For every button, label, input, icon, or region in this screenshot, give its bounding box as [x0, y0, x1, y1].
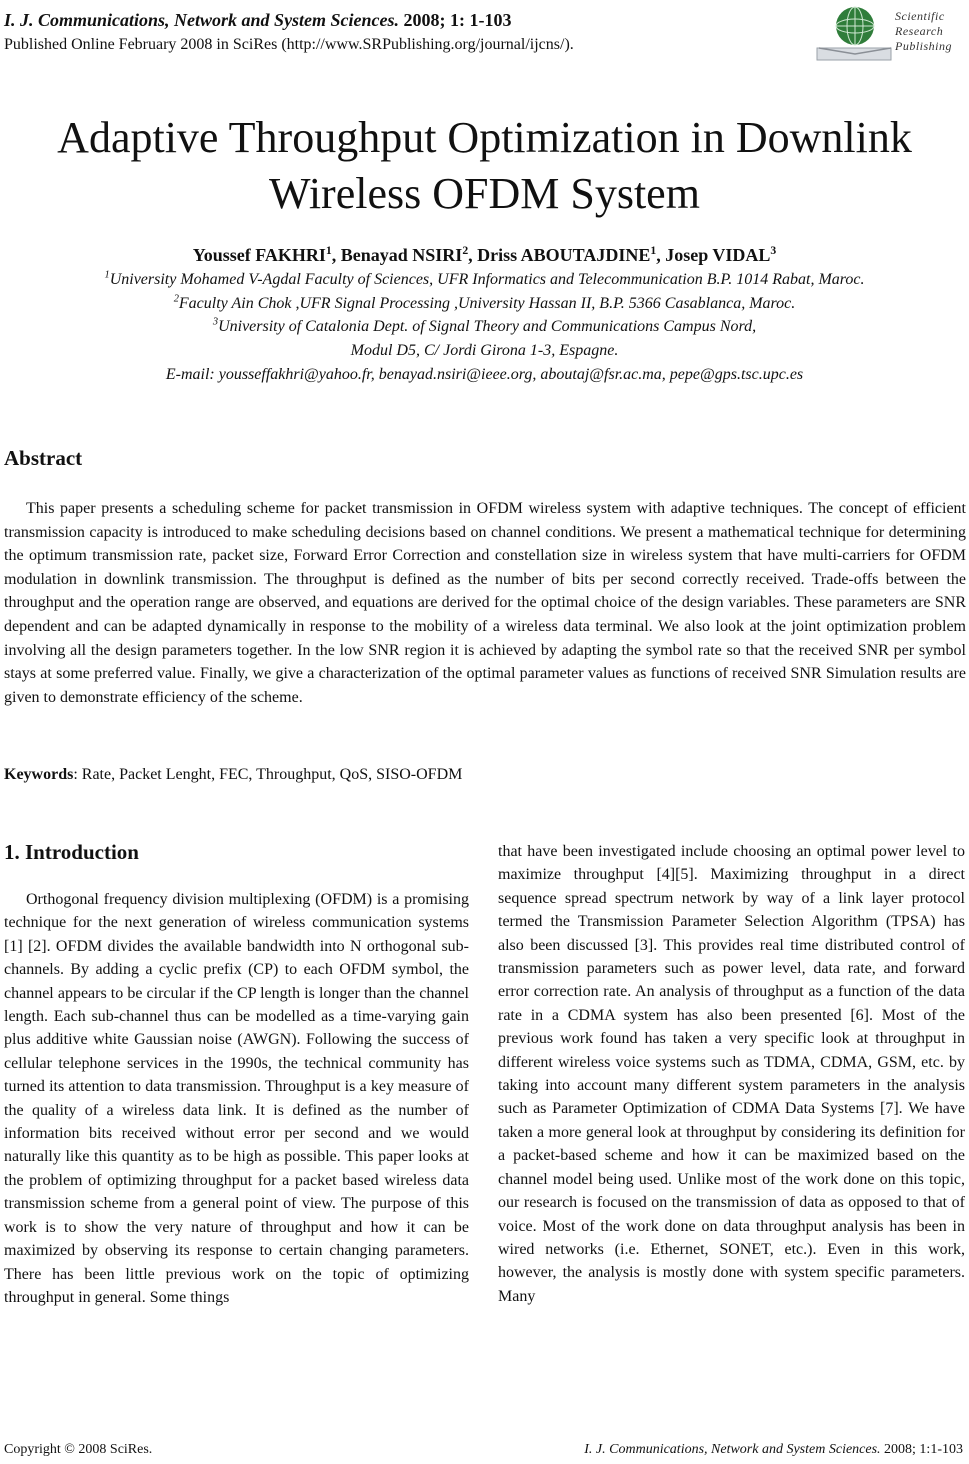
- author-affil-mark: 3: [770, 244, 777, 257]
- introduction-left-column: Orthogonal frequency division multiplexing (OFDM) is a promising technique for the next generation of wireless communication systems [1] [2]. OFDM divides the available bandwidth into N orthogonal sub-channels. By adding a cyclic prefix (CP) to each OFDM symbol, the channel appears to be circular if the CP length is longer than the channel length. Each sub-channel thus can be modelled as a time-varying gain plus additive white Gaussian noise (AWGN). Following the success of cellular telephone services in the 1990s, the technical community has turned its attention to data transmission. Throughput is a key measure of the quality of a wireless data link. It is defined as the number of information bits received without error per second and we would naturally like this quantity as to be high as possible. This paper looks at the problem of optimizing throughput for a packet based wireless data transmission scheme from a general point of view. The purpose of this work is to show the very nature of throughput and how it can be maximized by observing its response to certain changing parameters. There has been little previous work on the topic of optimizing throughput in general. Some things: [4, 891, 469, 1306]
- author-list: Youssef FAKHRI$^1$, Benayad NSIRI$^2$, Driss ABOUTAJDINE$^1$, Josep VIDAL$^3$: [192, 244, 777, 265]
- footer-copyright: Copyright © 2008 SciRes.: [4, 1442, 153, 1457]
- abstract-heading: Abstract: [4, 446, 83, 470]
- affiliation: [0, 318, 969, 336]
- logo-line: Publishing: [895, 39, 953, 53]
- logo-wordmark: [895, 9, 952, 54]
- affiliation: [0, 295, 969, 313]
- published-online-line: Published Online February 2008 in SciRes (http://www.SRPublishing.org/journal/ijcns/).: [4, 36, 574, 53]
- author-name: Youssef FAKHRI: [192, 245, 326, 265]
- affiliation-mark: 2: [173, 293, 179, 305]
- abstract-body: This paper presents a scheduling scheme for packet transmission in OFDM wireless system with adaptive techniques. The concept of efficient transmission capacity is introduced to make scheduling decisions based on channel conditions. We present a mathematical technique for determining the optimum transmission rate, packet size, Forward Error Correction and constellation size in wireless system that have multi-carriers for OFDM modulation in downlink transmission. The throughput is defined as the number of bits per second correctly received. Trade-offs between the throughput and the operation range are observed, and equations are derived for the optimal choice of the design variables. These parameters are SNR dependent and can be adapted dynamically in response to the mobility of a wireless data terminal. We also look at the joint optimization problem involving all the design parameters together. In the low SNR region it is achieved by adapting the symbol rate so that the received SNR per symbol stays at some preferred value. Finally, we give a characterization of the optimal parameter values as functions of received SNR Simulation results are given to demonstrate efficiency of the scheme.: [4, 500, 966, 706]
- logo-line: Scientific: [895, 9, 945, 23]
- affiliation-text: Faculty Ain Chok ,UFR Signal Processing ,University Hassan II, B.P. 5366 Casablanca, Maroc.: [178, 295, 796, 312]
- title-line: Wireless OFDM System: [269, 169, 700, 218]
- affiliation-text: Modul D5, C/ Jordi Girona 1-3, Espagne.: [350, 342, 619, 359]
- title-line: Adaptive Throughput Optimization in Downlink: [57, 113, 912, 162]
- affiliation-text: University of Catalonia Dept. of Signal Theory and Communications Campus Nord,: [218, 318, 757, 335]
- keywords-label: Keywords: [4, 766, 74, 783]
- journal-header: [4, 10, 512, 31]
- author-affil-mark: 2: [462, 244, 469, 257]
- author-name: Benayad NSIRI: [340, 245, 463, 265]
- affiliation-mark: 3: [212, 316, 219, 328]
- author-name: Driss ABOUTAJDINE: [477, 245, 651, 265]
- introduction-right-column: that have been investigated include choosing an optimal power level to maximize throughput [4][5]. Maximizing throughput in a direct sequence spread spectrum network by way of a link layer protocol termed the Transmission Parameter Selection Algorithm (TPSA) has also been discussed [3]. This provides real time distributed control of transmission parameters such as power level, data rate, and forward error correction rate. An analysis of throughput as a function of the data rate in a CDMA system has also been presented [6]. Most of the previous work found has taken a very specific look at throughput in different wireless voice systems such as TDMA, CDMA, GSM, etc. by taking into account many different system parameters in the analysis such as Parameter Optimization of CDMA Data Systems [7]. We have taken a more general look at throughput by considering its definition for a packet-based scheme and how it can be maximized based on the channel model being used. Unlike most of the work done on this topic, our research is focused on the transmission of data as opposed to that of voice. Most of the work done on data throughput analysis has been in wired networks (i.e. Ethernet, SONET, etc.). Even in this work, however, the analysis is mostly done with system specific parameters. Many: [498, 843, 965, 1305]
- footer-citation: [584, 1442, 963, 1458]
- affiliation: [0, 342, 969, 360]
- journal-name: I. J. Communications, Network and System Sciences.: [4, 10, 400, 30]
- affiliation-mark: 1: [104, 269, 110, 281]
- footer-journal-name: I. J. Communications, Network and System Sciences.: [584, 1442, 881, 1457]
- keywords-text: : Rate, Packet Lenght, FEC, Throughput, QoS, SISO-OFDM: [73, 766, 463, 783]
- author-affil-mark: 1: [325, 244, 332, 257]
- email-line: [0, 366, 969, 384]
- journal-issue: 2008; 1: 1-103: [403, 10, 512, 30]
- affiliation-text: University Mohamed V-Agdal Faculty of Sciences, UFR Informatics and Telecommunication B.P. 1014 Rabat, Maroc.: [109, 271, 865, 288]
- affiliation-text: E-mail: yousseffakhri@yahoo.fr, benayad.nsiri@ieee.org, aboutaj@fsr.ac.ma, pepe@gps.tsc.upc.es: [165, 366, 804, 383]
- keywords-line: [4, 766, 462, 784]
- paper-title: [0, 110, 969, 222]
- footer-issue: 2008; 1:1-103: [884, 1442, 963, 1457]
- author-name: Josep VIDAL: [665, 245, 771, 265]
- affiliation: [0, 271, 969, 289]
- logo-line: Research: [895, 24, 944, 38]
- author-affil-mark: 1: [650, 244, 657, 257]
- introduction-heading: 1. Introduction: [4, 840, 139, 864]
